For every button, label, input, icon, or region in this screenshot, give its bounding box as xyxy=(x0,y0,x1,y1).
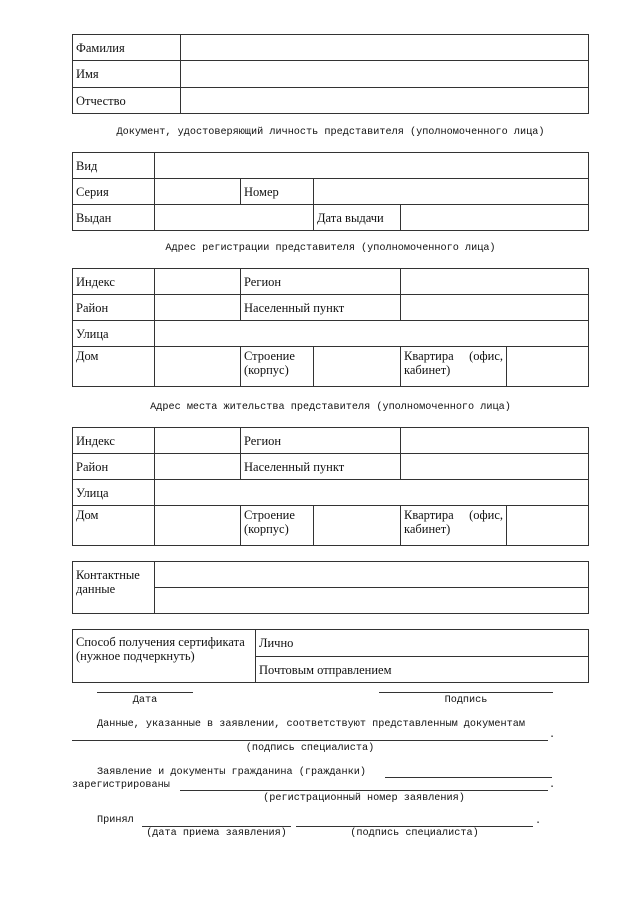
res-locality-field[interactable] xyxy=(401,454,589,480)
res-apartment-field[interactable] xyxy=(507,506,589,546)
reg-district-field[interactable] xyxy=(155,295,241,321)
doc-issue-date-label: Дата выдачи xyxy=(314,205,401,231)
res-district-label: Район xyxy=(73,454,155,480)
reg-building-field[interactable] xyxy=(314,347,401,387)
verify-caption: (подпись специалиста) xyxy=(245,743,375,754)
res-index-field[interactable] xyxy=(155,428,241,454)
res-street-label: Улица xyxy=(73,480,155,506)
doc-issued-field[interactable] xyxy=(155,205,314,231)
method-table xyxy=(72,629,589,683)
contacts-table xyxy=(72,561,589,614)
accepted-date-caption: (дата приема заявления) xyxy=(146,828,287,839)
res-building-field[interactable] xyxy=(314,506,401,546)
doc-type-field[interactable] xyxy=(155,153,589,179)
method-personal-option[interactable]: Лично xyxy=(256,630,589,657)
reg-house-label: Дом xyxy=(73,347,155,387)
doc-issued-label: Выдан xyxy=(73,205,155,231)
method-label: Способ получения сертификата (нужное подчеркнуть) xyxy=(73,630,256,683)
contacts-field-2[interactable] xyxy=(155,588,589,614)
reg-apartment-label: Квартира (офис, кабинет) xyxy=(401,347,507,387)
verify-signature-line[interactable] xyxy=(72,740,548,741)
fio-table xyxy=(72,34,589,114)
id-doc-table xyxy=(72,152,589,231)
reg-apartment-field[interactable] xyxy=(507,347,589,387)
res-district-field[interactable] xyxy=(155,454,241,480)
patronymic-field[interactable] xyxy=(181,88,589,114)
name-label: Имя xyxy=(73,61,181,88)
reg-index-label: Индекс xyxy=(73,269,155,295)
date-line[interactable] xyxy=(97,692,193,693)
reg-address-table xyxy=(72,268,589,387)
accepted-signature-line[interactable] xyxy=(296,826,533,827)
accepted-date-line[interactable] xyxy=(142,826,291,827)
patronymic-label: Отчество xyxy=(73,88,181,114)
surname-label: Фамилия xyxy=(73,35,181,61)
res-locality-label: Населенный пункт xyxy=(241,454,401,480)
accepted-label: Принял xyxy=(97,815,134,826)
res-street-field[interactable] xyxy=(155,480,589,506)
name-field[interactable] xyxy=(181,61,589,88)
id-doc-caption: Документ, удостоверяющий личность представителя (уполномоченного лица) xyxy=(116,127,545,138)
reg-district-label: Район xyxy=(73,295,155,321)
registered-text-2: зарегистрированы xyxy=(72,780,170,791)
res-region-label: Регион xyxy=(241,428,401,454)
reg-street-label: Улица xyxy=(73,321,155,347)
reg-locality-field[interactable] xyxy=(401,295,589,321)
reg-building-label: Строение (корпус) xyxy=(241,347,314,387)
res-address-table xyxy=(72,427,589,546)
accepted-dot: . xyxy=(535,816,542,827)
registered-dot: . xyxy=(549,780,556,791)
method-mail-option[interactable]: Почтовым отправлением xyxy=(256,657,589,683)
res-index-label: Индекс xyxy=(73,428,155,454)
contacts-field-1[interactable] xyxy=(155,562,589,588)
reg-house-field[interactable] xyxy=(155,347,241,387)
res-building-label: Строение (корпус) xyxy=(241,506,314,546)
res-house-label: Дом xyxy=(73,506,155,546)
signature-line[interactable] xyxy=(379,692,553,693)
registered-number-line[interactable] xyxy=(180,790,548,791)
reg-locality-label: Населенный пункт xyxy=(241,295,401,321)
verify-dot: . xyxy=(549,730,556,741)
registered-caption: (регистрационный номер заявления) xyxy=(263,793,465,804)
res-apartment-label: Квартира (офис, кабинет) xyxy=(401,506,507,546)
reg-street-field[interactable] xyxy=(155,321,589,347)
signature-caption: Подпись xyxy=(444,695,488,706)
registered-text-1: Заявление и документы гражданина (гражданки) xyxy=(97,767,366,778)
res-house-field[interactable] xyxy=(155,506,241,546)
res-region-field[interactable] xyxy=(401,428,589,454)
doc-series-field[interactable] xyxy=(155,179,241,205)
date-caption: Дата xyxy=(132,695,158,706)
doc-number-label: Номер xyxy=(241,179,314,205)
doc-issue-date-field[interactable] xyxy=(401,205,589,231)
doc-number-field[interactable] xyxy=(314,179,589,205)
reg-region-label: Регион xyxy=(241,269,401,295)
registered-person-line[interactable] xyxy=(385,777,552,778)
reg-index-field[interactable] xyxy=(155,269,241,295)
res-address-caption: Адрес места жительства представителя (уполномоченного лица) xyxy=(150,402,511,413)
reg-region-field[interactable] xyxy=(401,269,589,295)
doc-type-label: Вид xyxy=(73,153,155,179)
surname-field[interactable] xyxy=(181,35,589,61)
reg-address-caption: Адрес регистрации представителя (уполномоченного лица) xyxy=(165,243,496,254)
verify-text: Данные, указанные в заявлении, соответствуют представленным документам xyxy=(97,719,525,730)
accepted-signature-caption: (подпись специалиста) xyxy=(350,828,479,839)
doc-series-label: Серия xyxy=(73,179,155,205)
contacts-label: Контактные данные xyxy=(73,562,155,614)
